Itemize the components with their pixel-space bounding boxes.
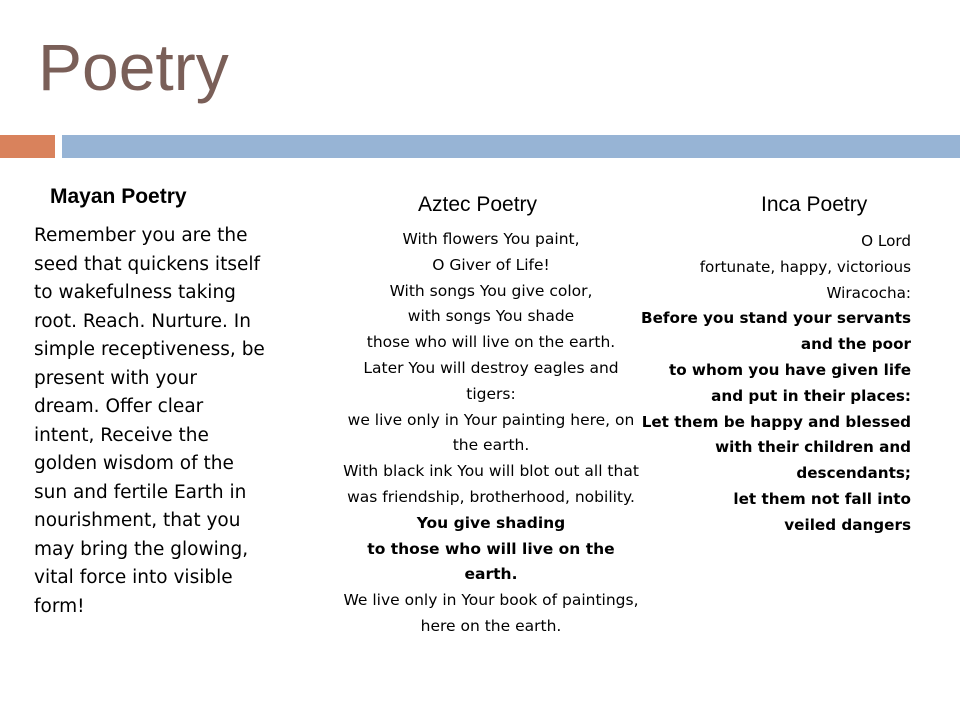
mayan-heading: Mayan Poetry [50,185,187,208]
aztec-line: We live only in Your book of paintings, [343,591,639,610]
aztec-line: those who will live on the earth. [366,333,616,352]
inca-poem [640,229,911,539]
aztec-line: here on the earth. [420,616,562,635]
aztec-line: with songs You shade [407,307,575,326]
inca-line: Wiracocha: [826,283,911,302]
inca-line: fortunate, happy, victorious [699,257,911,276]
aztec-line: You give shading [416,513,566,532]
aztec-line: we live only in Your painting here, on the earth. [347,410,635,455]
aztec-line: With black ink You will blot out all that was friendship, brotherhood, nobility. [343,462,639,506]
accent-bar-blue [62,135,960,158]
slide-title: Poetry [38,30,229,104]
aztec-line: to those who will live on the earth. [367,539,615,584]
aztec-line: With flowers You paint, [402,230,580,248]
mayan-poem: Remember you are the seed that quickens itself to wakefulness taking root. Reach. Nurture. In simple receptiveness, be present with your dream. Offer clear intent, Receive the golden wisdom of the sun and fertile Earth in nourishment, that you may bring the glowing, vital force into visible form! [34,225,265,617]
aztec-line: Later You will destroy eagles and tigers: [363,358,619,403]
inca-line: veiled dangers [784,515,911,534]
inca-line: Before you stand your servants and the poor [641,309,911,354]
inca-line: to whom you have given life and put in their places: [668,360,911,405]
accent-bar-orange [0,135,55,158]
inca-line: Let them be happy and blessed [641,412,911,431]
aztec-line: O Giver of Life! [432,255,550,274]
inca-line: O Lord [861,232,911,250]
aztec-line: With songs You give color, [389,281,593,300]
aztec-heading: Aztec Poetry [418,193,538,216]
inca-heading: Inca Poetry [761,193,868,216]
aztec-poem [340,227,642,640]
inca-line: with their children and descendants; [715,438,911,483]
inca-line: let them not fall into [733,489,911,508]
